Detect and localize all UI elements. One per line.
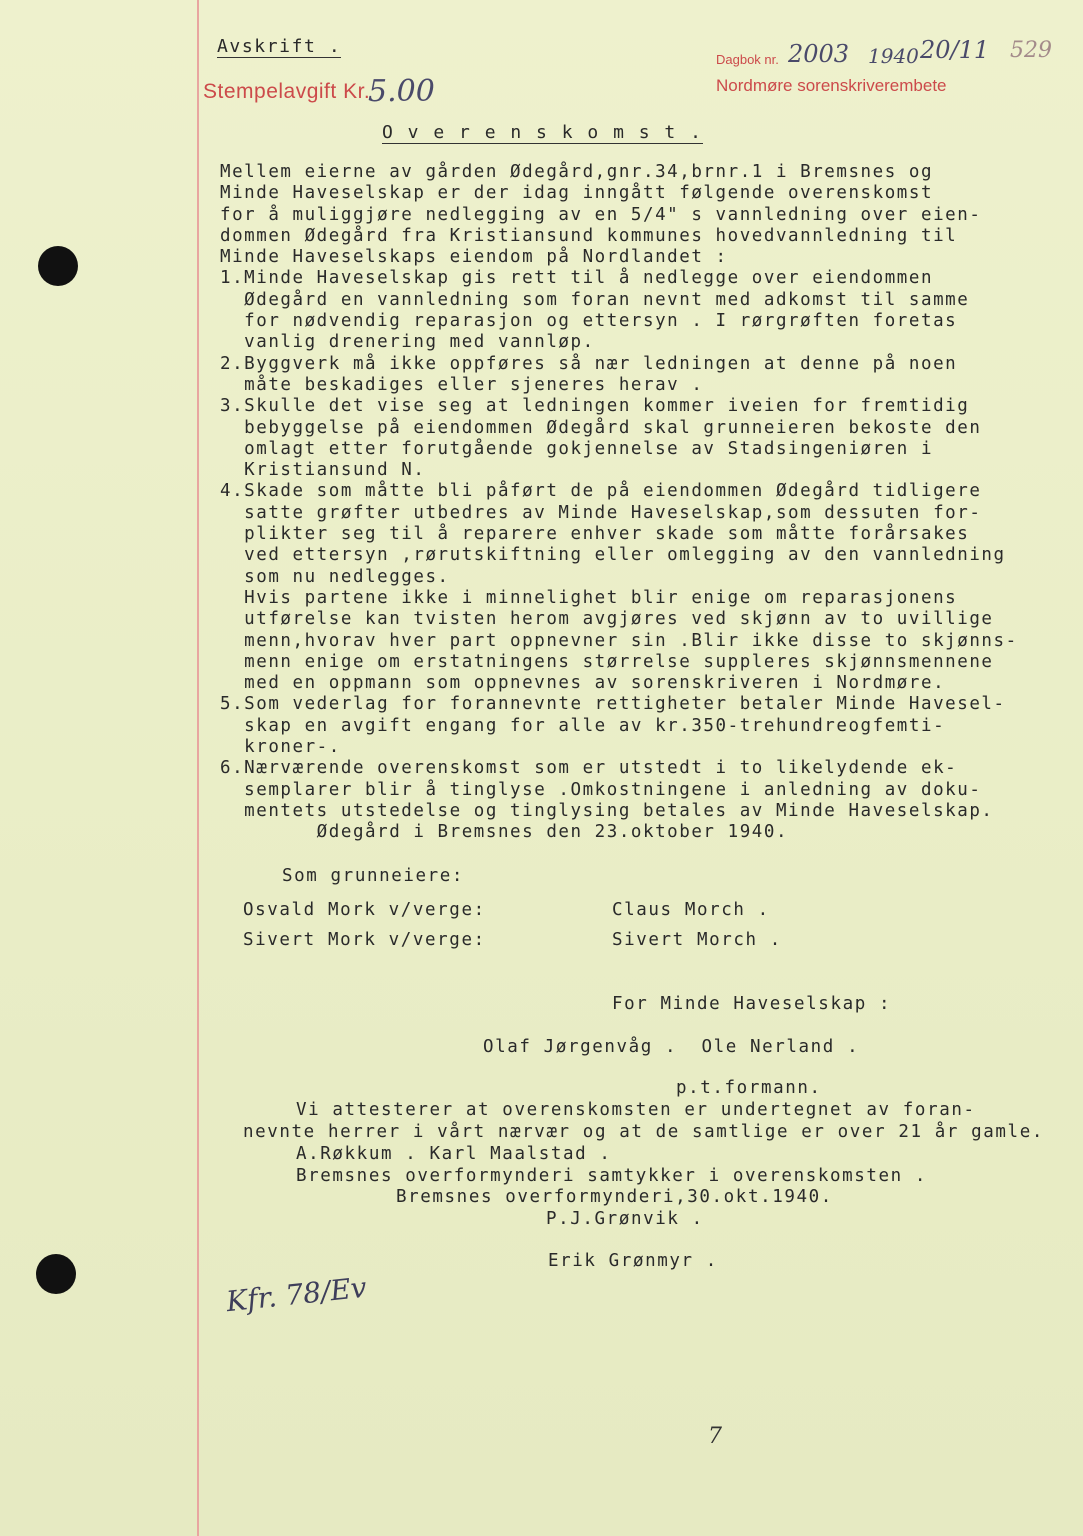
body-line: dommen Ødegård fra Kristiansund kommunes hovedvannledning til (220, 225, 958, 246)
attestation-line-1: Vi attesterer at overenskomsten er undertegnet av foran- (296, 1100, 976, 1120)
page-number: 529 (1010, 38, 1052, 63)
grunneiere-label: Som grunneiere: (282, 866, 465, 886)
office-stamp: Nordmøre sorenskriverembete (716, 76, 947, 95)
body-line: Hvis partene ikke i minnelighet blir enige om reparasjonens (220, 587, 958, 608)
body-line: 5.Som vederlag for forannevnte rettigheter betaler Minde Havesel- (220, 694, 1006, 715)
body-line: kroner-. (220, 737, 341, 758)
dagbok-date: 20/11 (920, 36, 990, 64)
body-line: vanlig drenering med vannløp. (220, 332, 595, 353)
body-line: skap en avgift engang for alle av kr.350-trehundreogfemti- (220, 715, 946, 736)
body-line: satte grøfter utbedres av Minde Haveselskap,som dessuten for- (220, 502, 982, 523)
signer-gronvik: P.J.Grønvik . (546, 1209, 704, 1229)
handwritten-reference: Kfr. 78/Ev (224, 1270, 369, 1319)
body-line: for nødvendig reparasjon og ettersyn . I rørgrøften foretas (220, 311, 958, 332)
body-line: Minde Haveselskap er der idag inngått følgende overenskomst (220, 183, 934, 204)
body-line: Minde Haveselskaps eiendom på Nordlandet : (220, 247, 728, 268)
stempel-amount: 5.00 (368, 74, 435, 109)
body-line: utførelse kan tvisten herom avgjøres ved skjønn av to uvillige (220, 609, 994, 630)
body-line: for å muliggjøre nedlegging av en 5/4" s vannledning over eien- (220, 204, 982, 225)
agreement-body (220, 162, 1060, 844)
signer-sivert-verge: Sivert Mork v/verge: (243, 930, 486, 950)
body-line: 2.Byggverk må ikke oppføres så nær ledningen at denne på noen (220, 353, 958, 374)
margin-line (197, 0, 199, 1536)
formann-label: p.t.formann. (676, 1078, 822, 1098)
body-line: bebyggelse på eiendommen Ødegård skal grunneieren bekoste den (220, 417, 982, 438)
body-line: Mellem eierne av gården Ødegård,gnr.34,brnr.1 i Bremsnes og (220, 162, 934, 182)
body-line: Ødegård en vannledning som foran nevnt med adkomst til samme (220, 289, 970, 310)
avskrift-heading: Avskrift . (217, 36, 342, 57)
body-line: omlagt etter forutgående gokjennelse av Stadsingeniøren i (220, 438, 934, 459)
dagbok-year: 1940 (868, 44, 919, 68)
body-line: ved ettersyn ,rørutskiftning eller omlegging av den vannledning (220, 545, 1006, 566)
dagbok-number: 2003 (788, 40, 850, 68)
stempel-label: Stempelavgift Kr. (203, 80, 371, 103)
dagbok-label: Dagbok nr. (716, 52, 779, 67)
body-line: Kristiansund N. (220, 460, 426, 481)
body-line: plikter seg til å reparere enhver skade som måtte forårsakes (220, 524, 970, 545)
body-line: 4.Skade som måtte bli påført de på eiendommen Ødegård tidligere (220, 481, 982, 502)
body-line: som nu nedlegges. (220, 566, 450, 587)
signer-claus: Claus Morch . (612, 900, 770, 920)
attestation-line-2: nevnte herrer i vårt nærvær og at de samtlige er over 21 år gamle. (243, 1122, 1044, 1142)
witnesses: A.Røkkum . Karl Maalstad . (296, 1144, 612, 1164)
for-minde-label: For Minde Haveselskap : (612, 994, 892, 1014)
body-line: 3.Skulle det vise seg at ledningen kommer iveien for fremtidig (220, 396, 970, 417)
overformynderi-date: Bremsnes overformynderi,30.okt.1940. (396, 1187, 833, 1207)
footer-mark: 7 (708, 1424, 722, 1449)
body-line: menn,hvorav hver part oppnevner sin .Blir ikke disse to skjønns- (220, 630, 1018, 651)
signer-sivert-morch: Sivert Morch . (612, 930, 782, 950)
body-line: semplarer blir å tinglyse .Omkostningene i anledning av doku- (220, 779, 982, 800)
signer-osvald: Osvald Mork v/verge: (243, 900, 486, 920)
punch-hole-bottom (36, 1254, 76, 1294)
body-line: 6.Nærværende overenskomst som er utstedt i to likelydende ek- (220, 758, 958, 779)
overformynderi-consent: Bremsnes overformynderi samtykker i overenskomsten . (296, 1166, 928, 1186)
minde-signers: Olaf Jørgenvåg . Ole Nerland . (483, 1037, 860, 1057)
body-line: 1.Minde Haveselskap gis rett til å nedlegge over eiendommen (220, 268, 934, 289)
body-line: mentets utstedelse og tinglysing betales av Minde Haveselskap. (220, 800, 994, 821)
body-line: med en oppmann som oppnevnes av sorenskriveren i Nordmøre. (220, 673, 946, 694)
body-line: måte beskadiges eller sjeneres herav . (220, 374, 704, 395)
body-line: menn enige om erstatningens størrelse suppleres skjønnsmennene (220, 651, 994, 672)
signer-gronmyr: Erik Grønmyr . (548, 1251, 718, 1271)
punch-hole-top (38, 246, 78, 286)
body-line: Ødegård i Bremsnes den 23.oktober 1940. (220, 822, 789, 843)
document-title: O v e r e n s k o m s t . (382, 122, 703, 143)
